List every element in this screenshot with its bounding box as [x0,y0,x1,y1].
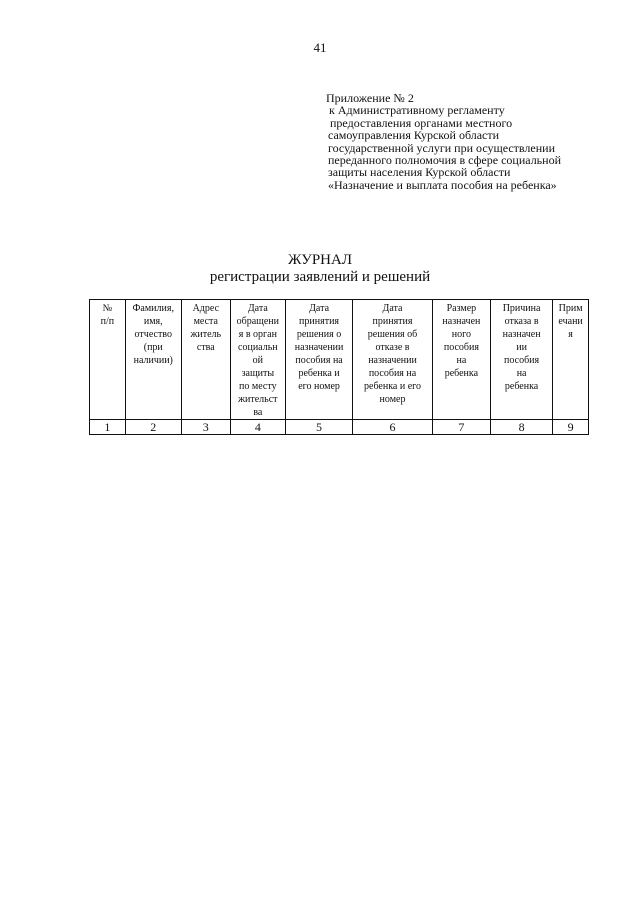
document-title: ЖУРНАЛ [287,252,353,268]
appendix-line: предоставления органами местного [330,115,513,130]
column-header-line: ии [516,342,527,353]
column-number-cell: 8 [490,420,552,435]
column-header-line: Фамилия, [132,303,174,314]
appendix-line: «Назначение и выплата пособия на ребенка» [328,177,557,192]
column-header-line: Прим [558,303,583,314]
column-header-line: ребенка [504,381,539,392]
appendix-line: защиты населения Курской области [328,165,511,180]
column-header-line: я в орган [238,329,277,340]
column-header [125,300,181,420]
column-header-line: ва [253,407,263,418]
column-header-line: наличии) [133,355,173,366]
column-header [432,300,490,420]
column-header-line: ребенка [444,368,479,379]
column-header [285,300,352,420]
column-number-cell: 3 [181,420,230,435]
column-header-line: обращени [236,316,280,327]
column-header-line: социальн [238,342,278,353]
column-header-line: защиты [241,368,275,379]
page-number: 41 [313,40,327,55]
column-number-cell: 2 [125,420,181,435]
column-header-line: назначен [502,329,541,340]
appendix-header [326,92,596,191]
column-header [353,300,433,420]
column-header-line: житель [190,329,222,340]
column-header-line: его номер [298,381,340,392]
appendix-line: переданного полномочия в сфере социальной [328,153,561,168]
column-header-line: на [456,355,467,366]
column-header-line: пособия на [295,355,343,366]
table-header-row [90,300,589,420]
document-subtitle: регистрации заявлений и решений [209,269,431,285]
column-number-cell: 5 [285,420,352,435]
appendix-line: государственной услуги при осуществлении [328,140,556,155]
column-header-line: ребенка и его [364,381,421,392]
appendix-line: самоуправления Курской области [328,128,500,143]
column-header-line: ой [252,355,263,366]
column-number-cell: 9 [553,420,589,435]
column-header-line: отказа в [504,316,539,327]
column-number-cell: 6 [353,420,433,435]
column-header [490,300,552,420]
column-number-cell: 4 [230,420,285,435]
column-header-line: назначении [368,355,417,366]
column-header-line: пособия на [368,368,417,379]
column-header-line: ного [451,329,471,340]
column-header-line: назначении [294,342,344,353]
column-header-line: назначен [442,316,481,327]
column-header-line: решения об [367,329,418,340]
column-header [553,300,589,420]
column-header-line: ства [196,342,215,353]
column-header-line: Дата [309,303,330,314]
column-header-line: принятия [372,316,413,327]
column-header-line: на [516,368,527,379]
column-header [181,300,230,420]
column-header [230,300,285,420]
column-header-line: решения о [296,329,342,340]
column-header-line: номер [379,394,406,405]
journal-table [89,299,589,435]
column-header-line: Размер [446,303,477,314]
column-header-line: пособия [504,355,540,366]
column-number-cell: 1 [90,420,126,435]
column-header [90,300,126,420]
column-header-line: пособия [443,342,479,353]
table-number-row [90,420,589,435]
column-header-line: Причина [502,303,541,314]
column-header-line: ребенка и [298,368,340,379]
column-header-line: места [193,316,218,327]
column-header-line: отказе в [375,342,410,353]
column-header-line: отчество [134,329,172,340]
column-header-line: Адрес [192,303,220,314]
column-header-line: п/п [100,316,115,327]
appendix-line: Приложение № 2 [326,91,414,105]
column-header-line: имя, [143,316,163,327]
column-header-line: Дата [247,303,268,314]
column-header-line: № [102,303,113,314]
column-header-line: принятия [299,316,340,327]
column-header-line: (при [143,342,163,353]
column-header-line: я [568,329,573,340]
column-header-line: по месту [239,381,277,392]
column-header-line: ечани [558,316,583,327]
column-number-cell: 7 [432,420,490,435]
column-header-line: Дата [382,303,403,314]
column-header-line: жительст [238,394,278,405]
appendix-line: к Административному регламенту [329,103,505,118]
